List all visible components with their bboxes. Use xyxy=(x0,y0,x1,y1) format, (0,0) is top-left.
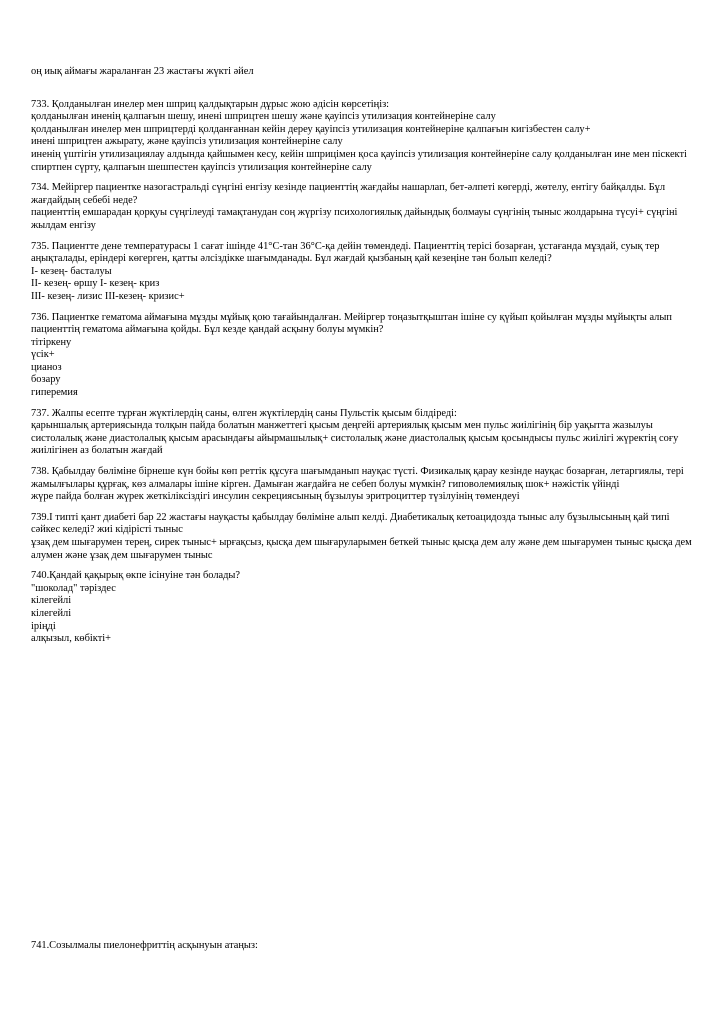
question-740 xyxy=(31,570,699,646)
answer-option: қолданылған иненің қалпағын шешу, инені шприцтен шешу және қауіпсіз утилизация контейнеріне салу xyxy=(31,111,496,123)
answer-option: гиперемия xyxy=(31,387,78,399)
document-body xyxy=(31,66,699,646)
question-735 xyxy=(31,241,699,304)
answer-option: бозару xyxy=(31,374,61,386)
answer-option: алқызыл, көбікті+ xyxy=(31,633,111,645)
question-text: 739.І типті қант диабеті бар 22 жастағы науқасты қабылдау бөліміне алып келді. Диабетикалық кетоацидозда тыныс алу бұзылысының қай типі сәйкес келеді? жиі кідірісті тыныс xyxy=(31,511,670,536)
answer-option: І- кезең- басталуы xyxy=(31,265,112,277)
answer-option: пациенттің емшарадан қорқуы сүңгілеуді тамақтанудан соң жүргізу психологиялық дайындық болмауы сүңгінің тыныс жолдарына түсуі+ сүңгіні жылдам енгізу xyxy=(31,207,678,231)
question-text: 733. Қолданылған инелер мен шприц қалдықтарын дұрыс жою әдісін көрсетіңіз: xyxy=(31,98,390,110)
answer-option: жүре пайда болған жүрек жеткіліксіздігі инсулин секрециясының бұзылуы эритроциттер түзілуінің төмендеуі xyxy=(31,491,520,503)
question-737 xyxy=(31,408,699,458)
answer-option: инені шприцтен ажырату, және қауіпсіз утилизация контейнеріне салу xyxy=(31,136,343,148)
question-734 xyxy=(31,182,699,232)
question-text: 736. Пациентке гематома аймағына мұзды мұйық қою тағайындалған. Мейіргер тоңазытқыштан ішіне су қүйып қойылған мұзды мұйықты алып пациенттің гематома аймағына қойды. Бұл кезде қандай асқыну болуы мүмкін? xyxy=(31,311,672,336)
answer-option: иненің үштігін утилизациялау алдында қайшымен кесу, кейін шприцімен қоса қауіпсіз утилизация контейнеріне салу қолданылған ине мен піскекті спиртпен сүрту, қалпағын шешпестен қауіпсіз утилизация контейнеріне салу xyxy=(31,148,687,173)
question-text: 735. Пациентте дене температурасы 1 сағат ішінде 41°С-тан 36°С-қа дейін төмендеді. Пациенттің терісі бозарған, ұстағанда мұздай, суық тер аңықталады, еріндері көгерген, қатты әлсіздікке шағымданады. Бұл жағдай қызбаның қай кезеңіне тән болып келеді? xyxy=(31,240,660,265)
answer-option: цианоз xyxy=(31,361,62,373)
question-741 xyxy=(31,940,258,953)
answer-option: ІІІ- кезең- лизис ІІІ-кезең- кризис+ xyxy=(31,290,185,302)
question-text: 737. Жалпы есепте тұрған жүктілердің саны, өлген жүктілердің саны Пульстік қысым білдіреді: xyxy=(31,407,457,419)
answer-option: ұзақ дем шығарумен терең, сирек тыныс+ ырғақсыз, қысқа дем шығаруларымен беткей тыныс қысқа дем алу және дем шығарумен тыныс қысқа дем алумен және ұзақ дем шығарумен тыныс xyxy=(31,537,692,561)
question-739 xyxy=(31,512,699,562)
answer-option: тітіркену xyxy=(31,336,72,348)
question-text: 738. Қабылдау бөліміне бірнеше күн бойы көп реттік құсуға шағымданып науқас түсті. Физикалық қарау кезінде науқас бозарған, летаргиялы, тері жамылғылары құрғақ, көз алмалары ішіне кірген. Дамыған жағдайға не себеп болуы мүмкін? гиповолемиялық шок+ нәжістік үйінді xyxy=(31,466,684,490)
question-738 xyxy=(31,466,699,504)
answer-option: кілегейлі xyxy=(31,595,72,607)
question-733 xyxy=(31,99,699,175)
answer-option: үсік+ xyxy=(31,349,55,361)
question-736 xyxy=(31,312,699,400)
question-text: 734. Мейіргер пациентке назогастральді сүңгіні енгізу кезінде пациенттің жағдайы нашарлап, бет-әлпеті көгерді, жөтелу, ентігу байқалды. Бұл жағдайдың себебі неде? xyxy=(31,182,665,206)
question-text: 740.Қандай қақырық өкпе ісінуіне тән болады? xyxy=(31,570,240,582)
answer-option: кілегейлі xyxy=(31,607,72,619)
question-text: 741.Созылмалы пиелонефриттің асқынуын атаңыз: xyxy=(31,940,258,951)
answer-option: қарыншалық артериясында толқын пайда болатын манжеттегі қысым деңгейі артериялық қысым мен пульс жиілігінің бір уақытта жазылуы систолалық және диастолалық қысым арасындағы айырмашылық+ систолалық және диастолалық қысым қосындысы пульс жиілігі жүректің соғу жиілігінен аз болатын жағдай xyxy=(31,420,679,457)
answer-option: ІІ- кезең- өршу І- кезең- криз xyxy=(31,278,160,290)
answer-option: қолданылған инелер мен шприцтерді қолданғаннан кейін дереу қауіпсіз утилизация контейнеріне қалпағын кигізбестен салу+ xyxy=(31,123,591,135)
intro-line: оң иық аймағы жараланған 23 жастағы жүкті әйел xyxy=(31,66,254,77)
answer-option: іріңді xyxy=(31,620,56,632)
answer-option: "шоколад" тәріздес xyxy=(31,582,116,594)
